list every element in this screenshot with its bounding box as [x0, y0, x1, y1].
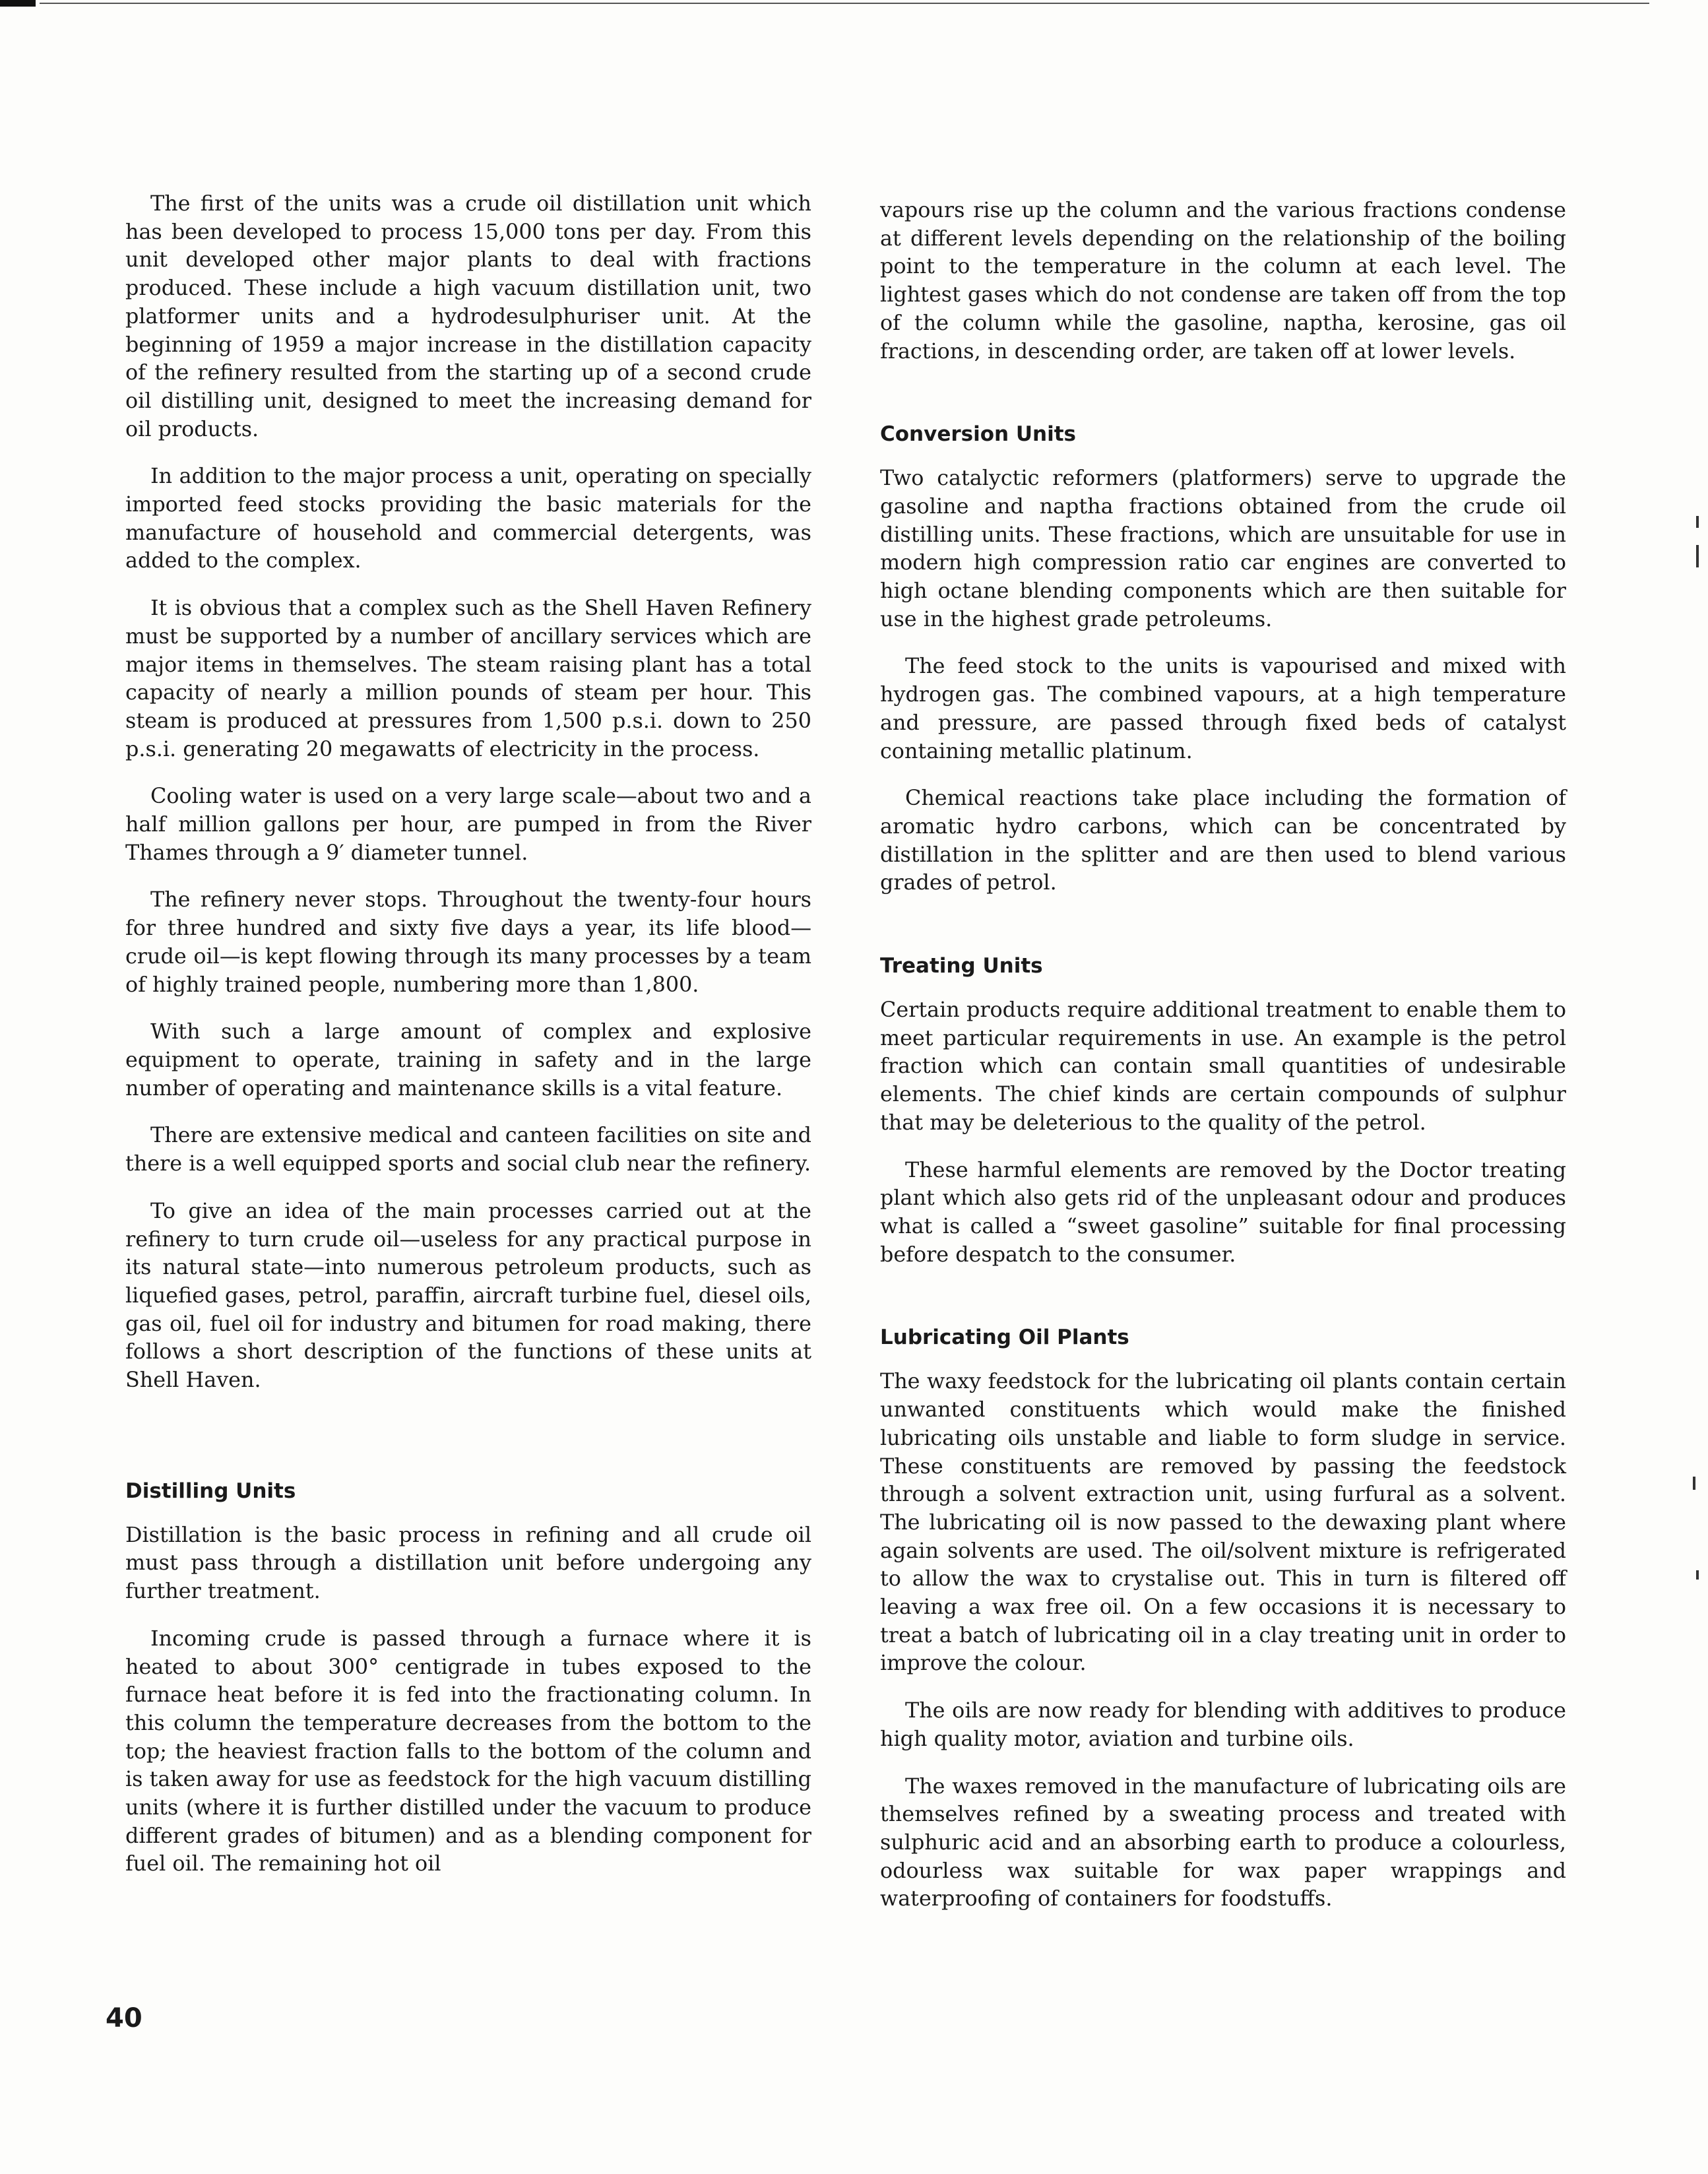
lubricating-oil-plants-heading: Lubricating Oil Plants [880, 1326, 1129, 1350]
page-number: 40 [106, 2003, 142, 2033]
treating-paragraph-1: Certain products require additional treatment to enable them to meet particular requirements in use. An example is the petrol fraction which can contain small quantities of undesirable elements. The chief kinds are certain compounds of sulphur that may be deleterious to the quality of the petrol. [880, 998, 1566, 1135]
right-column [880, 197, 1566, 1933]
intro-paragraph-5: The refinery never stops. Throughout the twenty-four hours for three hundred and sixty five days a year, its life blood—crude oil—is kept flowing through its many processes by a team of highly trained people, numbering more than 1,800. [125, 887, 811, 997]
conversion-paragraph-1: Two catalyctic reformers (platformers) serve to upgrade the gasoline and naptha fractions obtained from the crude oil distilling units. These fractions, which are unsuitable for use in modern high compression ratio car engines are converted to high octane blending components which are then suitable for use in the highest grade petroleums. [880, 466, 1566, 631]
intro-paragraph-8: To give an idea of the main processes carried out at the refinery to turn crude oil—useless for any practical purpose in its natural state—into numerous petroleum products, such as liquefied gases, petrol, paraffin, aircraft turbine fuel, diesel oils, gas oil, fuel oil for industry and bitumen for road making, there follows a short description of the functions of these units at Shell Haven. [125, 1198, 811, 1393]
lubricating-paragraph-3: The waxes removed in the manufacture of lubricating oils are themselves refined by a sweating process and treated with sulphuric acid and an absorbing earth to produce a colourless, odourless wax suitable for wax paper wrappings and waterproofing of containers for foodstuffs. [880, 1774, 1566, 1911]
intro-paragraph-1: The first of the units was a crude oil distillation unit which has been developed to process 15,000 tons per day. From this unit developed other major plants to deal with fractions produced. These include a high vacuum distillation unit, two platformer units and a hydrodesulphuriser unit. At the beginning of 1959 a major increase in the distillation capacity of the refinery resulted from the starting up of a second crude oil distilling unit, designed to meet the increasing demand for oil products. [125, 191, 811, 441]
intro-paragraph-2: In addition to the major process a unit, operating on specially imported feed stocks providing the basic materials for the manufacture of household and commercial detergents, was added to the complex. [125, 464, 811, 573]
intro-paragraph-4: Cooling water is used on a very large scale—about two and a half million gallons per hour, are pumped in from the River Thames through a 9′ diameter tunnel. [125, 784, 811, 865]
lubricating-paragraph-1: The waxy feedstock for the lubricating oil plants contain certain unwanted constituents which would make the finished lubricating oils unstable and liable to form sludge in service. These constituents are removed by passing the feedstock through a solvent extraction unit, using furfural as a solvent. The lubricating oil is now passed to the dewaxing plant where again solvents are used. The oil/solvent mixture is refrigerated to allow the wax to crystalise out. This in turn is filtered off leaving a wax free oil. On a few occasions it is necessary to treat a batch of lubricating oil in a clay treating unit in order to improve the colour. [880, 1369, 1566, 1676]
intro-paragraph-3: It is obvious that a complex such as the Shell Haven Refinery must be supported by a number of ancillary services which are major items in themselves. The steam raising plant has a total capacity of nearly a million pounds of steam per hour. This steam is produced at pressures from 1,500 p.s.i. down to 250 p.s.i. generating 20 megawatts of electricity in the process. [125, 596, 811, 761]
treating-units-heading: Treating Units [880, 954, 1043, 978]
treating-paragraph-2: These harmful elements are removed by the Doctor treating plant which also gets rid of the unpleasant odour and produces what is called a “sweet gasoline” suitable for final processing before despatch to the consumer. [880, 1157, 1566, 1267]
conversion-paragraph-3: Chemical reactions take place including the formation of aromatic hydro carbons, which can be concentrated by distillation in the splitter and are then used to blend various grades of petrol. [880, 786, 1566, 895]
distilling-continuation-paragraph: vapours rise up the column and the various fractions condense at different levels depending on the relationship of the boiling point to the temperature in the column at each level. The lightest gases which do not condense are taken off from the top of the column while the gasoline, naptha, kerosine, gas oil fractions, in descending order, are taken off at lower levels. [880, 198, 1566, 364]
scan-corner-mark [0, 0, 36, 7]
lubricating-paragraph-2: The oils are now ready for blending with additives to produce high quality motor, aviation and turbine oils. [880, 1698, 1566, 1751]
intro-paragraph-7: There are extensive medical and canteen facilities on site and there is a well equipped sports and social club near the refinery. [125, 1123, 811, 1176]
conversion-paragraph-2: The feed stock to the units is vapourised and mixed with hydrogen gas. The combined vapours, at a high temperature and pressure, are passed through fixed beds of catalyst containing metallic platinum. [880, 654, 1566, 763]
conversion-units-heading: Conversion Units [880, 422, 1077, 447]
top-edge-rule [40, 3, 1649, 4]
distilling-paragraph-1: Distillation is the basic process in refining and all crude oil must pass through a distillation unit before undergoing any further treatment. [125, 1522, 811, 1604]
distilling-paragraph-2: Incoming crude is passed through a furnace where it is heated to about 300° centigrade in tubes exposed to the furnace heat before it is fed into the fractionating column. In this column the temperature decreases from the bottom to the top; the heaviest fraction falls to the bottom of the column and is taken away for use as feedstock for the high vacuum distilling units (where it is further distilled under the vacuum to produce different grades of bitumen) and as a blending component for fuel oil. The remaining hot oil [125, 1626, 811, 1876]
left-column [125, 190, 811, 1898]
distilling-units-heading: Distilling Units [125, 1479, 296, 1503]
intro-paragraph-6: With such a large amount of complex and explosive equipment to operate, training in safety and in the large number of operating and maintenance skills is a vital feature. [125, 1019, 811, 1101]
